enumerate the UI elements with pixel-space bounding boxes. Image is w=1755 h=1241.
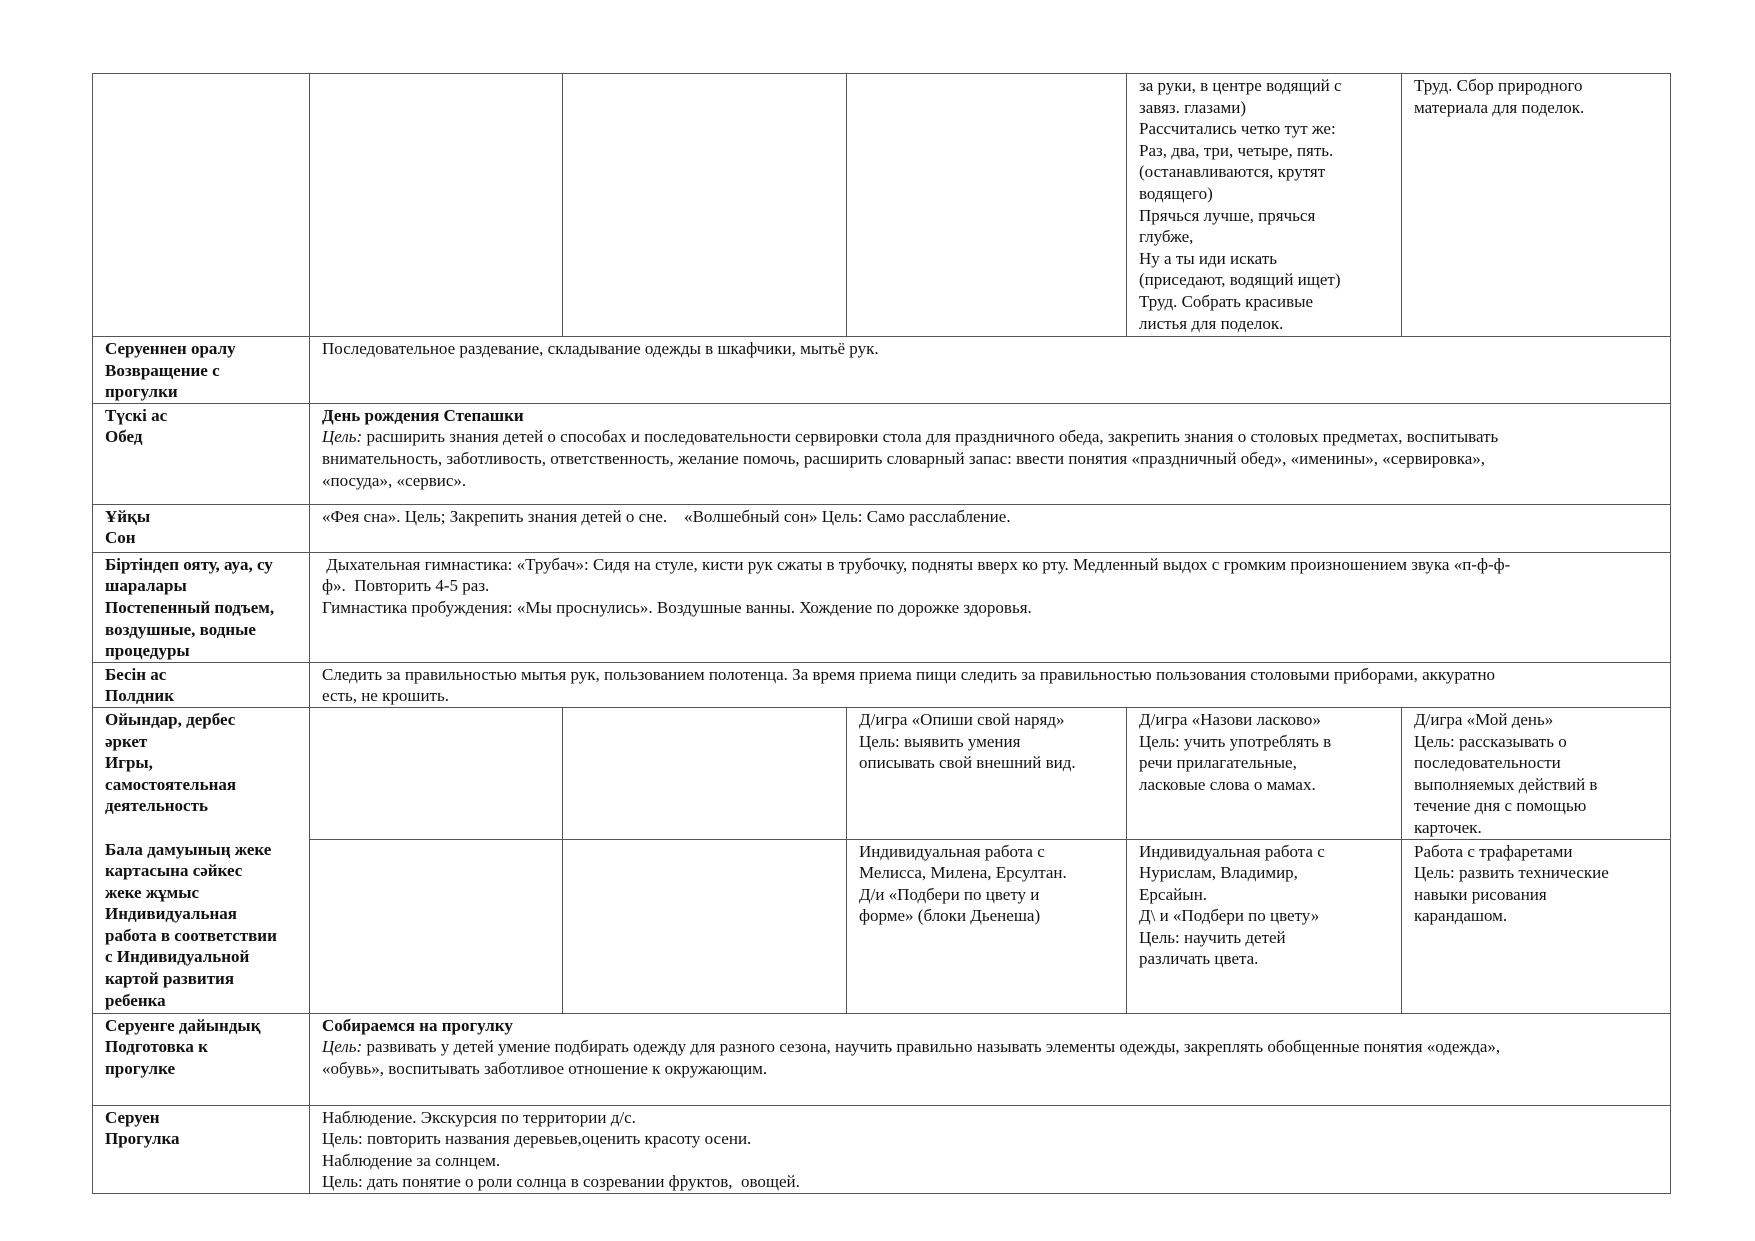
label-cell-empty (93, 74, 310, 337)
sleep-row (93, 504, 1671, 552)
wakeup-row (93, 552, 1671, 662)
empty-cell (847, 74, 1127, 337)
snack-label: Бесін ас Полдник (93, 662, 310, 707)
return-label: Серуеннен оралу Возвращение с прогулки (93, 337, 310, 404)
individual-thu-cell: Индивидуальная работа с Мелисса, Милена, Ерсултан. Д/и «Подбери по цвету и форме» (блоки Дьенеша) (847, 839, 1127, 1013)
return-row (93, 337, 1671, 404)
walk-text: Наблюдение. Экскурсия по территории д/с. Цель: повторить названия деревьев,оценить красоту осени. Наблюдение за солнцем. Цель: дать понятие о роли солнца в созревании фруктов, овощей. (310, 1105, 1671, 1193)
walk-game-cell: за руки, в центре водящий с завяз. глазами) Рассчитались четко тут же: Раз, два, три, четыре, пять. (останавливаются, крутят водящего) Прячься лучше, прячься глубже, Ну а ты иди искать (приседают, водящий ищет) Труд. Собрать красивые листья для поделок. (1127, 74, 1402, 337)
individual-sat-cell: Работа с трафаретами Цель: развить технические навыки рисования карандашом. (1402, 839, 1671, 1013)
prep-walk-row (93, 1013, 1671, 1105)
games-row (93, 707, 1671, 839)
empty-cell (563, 707, 847, 839)
wakeup-text: Дыхательная гимнастика: «Трубач»: Сидя на стуле, кисти рук сжаты в трубочку, подняты вверх ко рту. Медленный выдох с громким произношением звука «п-ф-ф- ф». Повторить 4-5 раз. Гимнастика пробуждения: «Мы проснулись». Воздушные ванны. Хождение по дорожке здоровья. (310, 552, 1671, 662)
walk-labor-cell: Труд. Сбор природного материала для поделок. (1402, 74, 1671, 337)
games-sat-cell: Д/игра «Мой день» Цель: рассказывать о последовательности выполняемых действий в течение дня с помощью карточек. (1402, 707, 1671, 839)
snack-row (93, 662, 1671, 707)
wakeup-label: Біртіндеп ояту, ауа, су шаралары Постепенный подъем, воздушные, водные процедуры (93, 552, 310, 662)
lunch-row (93, 403, 1671, 504)
games-thu-cell: Д/игра «Опиши свой наряд» Цель: выявить умения описывать свой внешний вид. (847, 707, 1127, 839)
sleep-text: «Фея сна». Цель; Закрепить знания детей о сне. «Волшебный сон» Цель: Само расслабление. (310, 504, 1671, 552)
empty-cell (310, 839, 563, 1013)
games-individual-label: Ойындар, дербес әркет Игры, самостоятельная деятельность Бала дамуының жеке картасына сәйкес жеке жұмыс Индивидуальная работа в соответствии с Индивидуальной картой развития ребенка (93, 707, 310, 1013)
snack-text: Следить за правильностью мытья рук, пользованием полотенца. За время приема пищи следить за правильностью пользования столовыми приборами, аккуратно есть, не крошить. (310, 662, 1671, 707)
schedule-table (92, 73, 1671, 1194)
empty-cell (310, 707, 563, 839)
empty-cell (563, 839, 847, 1013)
games-fri-cell: Д/игра «Назови ласково» Цель: учить употреблять в речи прилагательные, ласковые слова о мамах. (1127, 707, 1402, 839)
individual-fri-cell: Индивидуальная работа с Нурислам, Владимир, Ерсайын. Д\ и «Подбери по цвету» Цель: научить детей различать цвета. (1127, 839, 1402, 1013)
empty-cell (563, 74, 847, 337)
walk-continuation-row (93, 74, 1671, 337)
walk-label: Серуен Прогулка (93, 1105, 310, 1193)
individual-row (93, 839, 1671, 1013)
empty-cell (310, 74, 563, 337)
walk-row (93, 1105, 1671, 1193)
sleep-label: Ұйқы Сон (93, 504, 310, 552)
prep-walk-label: Серуенге дайындық Подготовка к прогулке (93, 1013, 310, 1105)
lunch-label: Түскі ас Обед (93, 403, 310, 504)
return-text: Последовательное раздевание, складывание одежды в шкафчики, мытьё рук. (310, 337, 1671, 404)
lunch-text: День рождения Степашки Цель: расширить знания детей о способах и последовательности сервировки стола для праздничного обеда, закрепить знания о столовых предметах, воспитывать внимательность, заботливость, ответственность, желание помочь, расширить словарный запас: ввести понятия «праздничный обед», «именины», «сервировка», «посуда», «сервис». (310, 403, 1671, 504)
prep-walk-text: Собираемся на прогулку Цель: развивать у детей умение подбирать одежду для разного сезона, научить правильно называть элементы одежды, закреплять обобщенные понятия «одежда», «обувь», воспитывать заботливое отношение к окружающим. (310, 1013, 1671, 1105)
